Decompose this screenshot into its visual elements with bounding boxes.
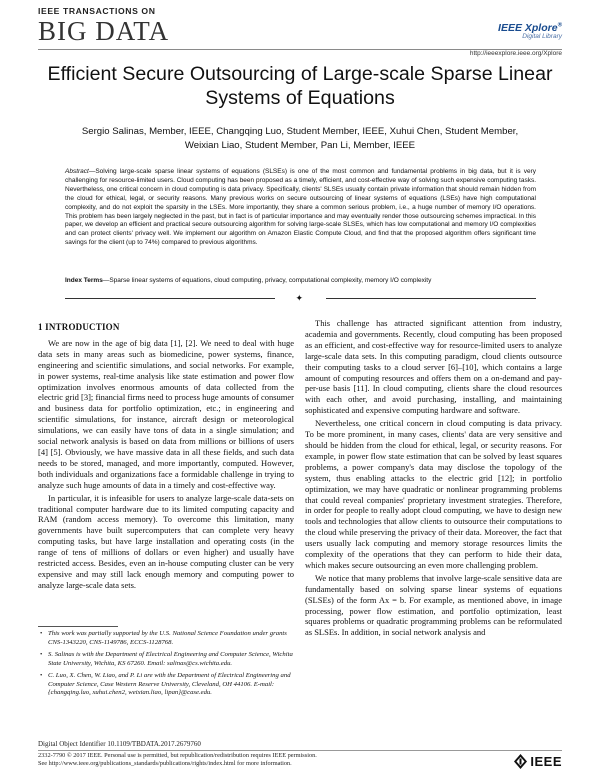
abstract-label: Abstract [65,168,89,175]
author-line-1: Sergio Salinas, Member, IEEE, Changqing Luo, Student Member, IEEE, Xuhui Chen, Student Member, [81,126,519,137]
paragraph: This challenge has attracted significant attention from industry, academia and governments. Recently, cloud computing has been proposed as an efficient, and cost-effective way for resource-limited users to analyze large-scale data sets. In this computing paradigm, cloud clients outsource their computing tasks to a cloud server [6]–[10], which contains a large amount of computing resources and offers them on a on-demand and pay-per-use basis [11]. In cloud computing, clients share the cloud resources with each other, and avoid purchasing, installing, and maintaining sophisticated and expensive computing hardware and software. [305,318,562,416]
paper-title: Efficient Secure Outsourcing of Large-scale Sparse Linear Systems of Equations [47,63,553,109]
footnote-divider [38,626,118,627]
paragraph: In particular, it is infeasible for users to analyze large-scale data-sets on traditional computer hardware due to its limited computing capacity and RAM (random access memory). To overcome this limitation, many governments have built supercomputers that can complete very heavy computing tasks, but have large installation and operating costs (in the range of tens of millions of dollars or even higher) and usually have restricted access. Besides, even an in-house computing cluster can be very expensive and may still lack enough memory and computing power to analyze large-scale data sets. [38,492,294,590]
index-terms-text: —Sparse linear systems of equations, cloud computing, privacy, computational complexity, memory I/O complexity [102,277,432,284]
footnote-affiliation: • S. Salinas is with the Department of Electrical Engineering and Computer Science, Wichita State University, Wichita, KS 67260. Email: salinas@cs.wichita.edu. [40,651,293,667]
copyright-line-1: 2332-7790 © 2017 IEEE. Personal use is permitted, but republication/redistribution requires IEEE permission. [38,752,317,759]
footnote-affiliation: • C. Luo, X. Chen, W. Liao, and P. Li are with the Department of Electrical Engineering and Computer Science, Case Western Reserve University, Cleveland, OH 44106. E-mail: {changqing.luo, xuhui.chen2, weixian.liao, lipan}@case.edu. [40,672,291,696]
rights-link[interactable]: See http://www.ieee.org/publications_standards/publications/rights/index.html for more information. [38,760,292,767]
divider-line-right [326,298,536,299]
section-heading: 1 INTRODUCTION [38,322,120,332]
doi: Digital Object Identifier 10.1109/TBDATA.2017.2679760 [38,740,201,748]
divider-line-left [65,298,275,299]
copyright-notice [38,752,498,768]
right-column [305,318,562,640]
ieee-logo-text: IEEE [530,754,562,769]
footnote-funding: • This work was partially supported by the U.S. National Science Foundation under grants CNS-1343220, CNS-1149786, ECCS-1128768. [40,630,287,646]
xplore-subtitle: Digital Library [522,33,562,40]
author-list [40,125,560,153]
footer-divider [38,750,562,751]
bullet-icon: • [40,672,43,679]
left-column [38,322,294,593]
bullet-icon: • [40,630,43,637]
xplore-registered-mark: ® [557,22,562,29]
xplore-name: IEEE Xplore [498,22,558,34]
bullet-icon: • [40,651,43,658]
ieee-xplore-logo[interactable] [498,22,562,40]
index-terms-label: Index Terms [65,277,103,284]
paragraph: We are now in the age of big data [1], [2]. We need to deal with huge data sets in many areas such as biomedicine, power systems, finance, engineering and scientific simulations, and social networks. For example, in power systems, real-time analysis like state estimation and power flow optimization involves enormous amounts of data collected from the electric grid [3]; financial firms need to process huge amounts of consumer and business data for portfolio optimization, etc.; in engineering and scientific simulations, for instance, aircraft design or meteorological simulations, we can easily have tons of data in a single simulation; and social network analysis is based on data from millions or billions of users [4] [5]. Obviously, we have massive data in all these fields, and such data needs to be stored, managed, and more importantly, computed. However, both individuals and organizations face a formidable challenge in trying to analyze such huge amounts of data in a timely and cost-effective way. [38,337,294,490]
abstract-text: —Solving large-scale sparse linear systems of equations (SLSEs) is one of the most common and fundamental problems in big data, but it is very challenging for resource-limited users. Cloud computing has been proposed as a timely, efficient, and cost-effective way of solving such expensive computing tasks. Nevertheless, one critical concern in cloud computing is data privacy. Specifically, clients' SLSEs usually contain private information that should remain hidden from the cloud for ethical, legal, or security reasons. Many previous works on secure outsourcing of linear systems of equations (LSEs) have high computational complexity, and do not exploit the sparsity in the LSEs. More importantly, they share a common serious problem, i.e., a huge number of memory I/O operations. This problem has been largely neglected in the past, but in fact is of particular importance and may eventually render those outsourcing schemes impractical. In this paper, we develop an efficient and practical secure outsourcing algorithm for solving large-scale SLSEs, which has low computational and memory I/O complexities and can protect clients' privacy well. We implement our algorithm on Amazon Elastic Compute Cloud, and find that the proposed algorithm offers significant time savings for the client (up to 74%) compared to previous algorithms. [65,168,536,247]
abstract [65,168,536,248]
journal-series: IEEE TRANSACTIONS ON [38,6,156,16]
section-divider [65,293,536,303]
journal-title: BIG DATA [38,16,170,46]
paragraph: We notice that many problems that involve large-scale sensitive data are fundamentally based on solving sparse linear systems of equations (SLSEs) of the form Ax = b. For example, as mentioned above, in image processing, power flow estimation, and portfolio optimization, least squares problems or quadratic programming problems can be reformulated as SLSEs. In addition, in social network analysis and [305,572,562,638]
footnotes [38,626,294,702]
ieee-diamond-icon [514,754,527,769]
diamond-icon: ✦ [295,293,304,303]
paragraph: Nevertheless, one critical concern in cloud computing is data privacy. To be more prominent, in many cases, clients' data are very sensitive and should be hidden from the cloud for ethical, legal, or security reasons. For example, in power flow state estimation that can be solved by least squares problems, a power company's data may disclose the topology of the system, thus enabling attacks to the electric grid [12]; in portfolio optimization, we may have quadratic or nonlinear programming problems that could reveal companies' proprietary investment strategies. Therefore, in order for people to really adopt cloud computing, we have to design new tools and technologies that allow clients to outsource their computations to the cloud while preserving the privacy of their data. Moreover, the fact that users usually lack computing and memory storage resources limits the complexity of the operations that they can perform to hide their data, which makes secure outsourcing an even more challenging problem. [305,418,562,570]
journal-header [38,6,169,45]
author-line-2: Weixian Liao, Student Member, Pan Li, Member, IEEE [184,140,416,151]
index-terms [65,277,536,286]
ieee-logo [514,754,562,769]
xplore-url-link[interactable]: http://ieeexplore.ieee.org/Xplore [469,50,562,57]
